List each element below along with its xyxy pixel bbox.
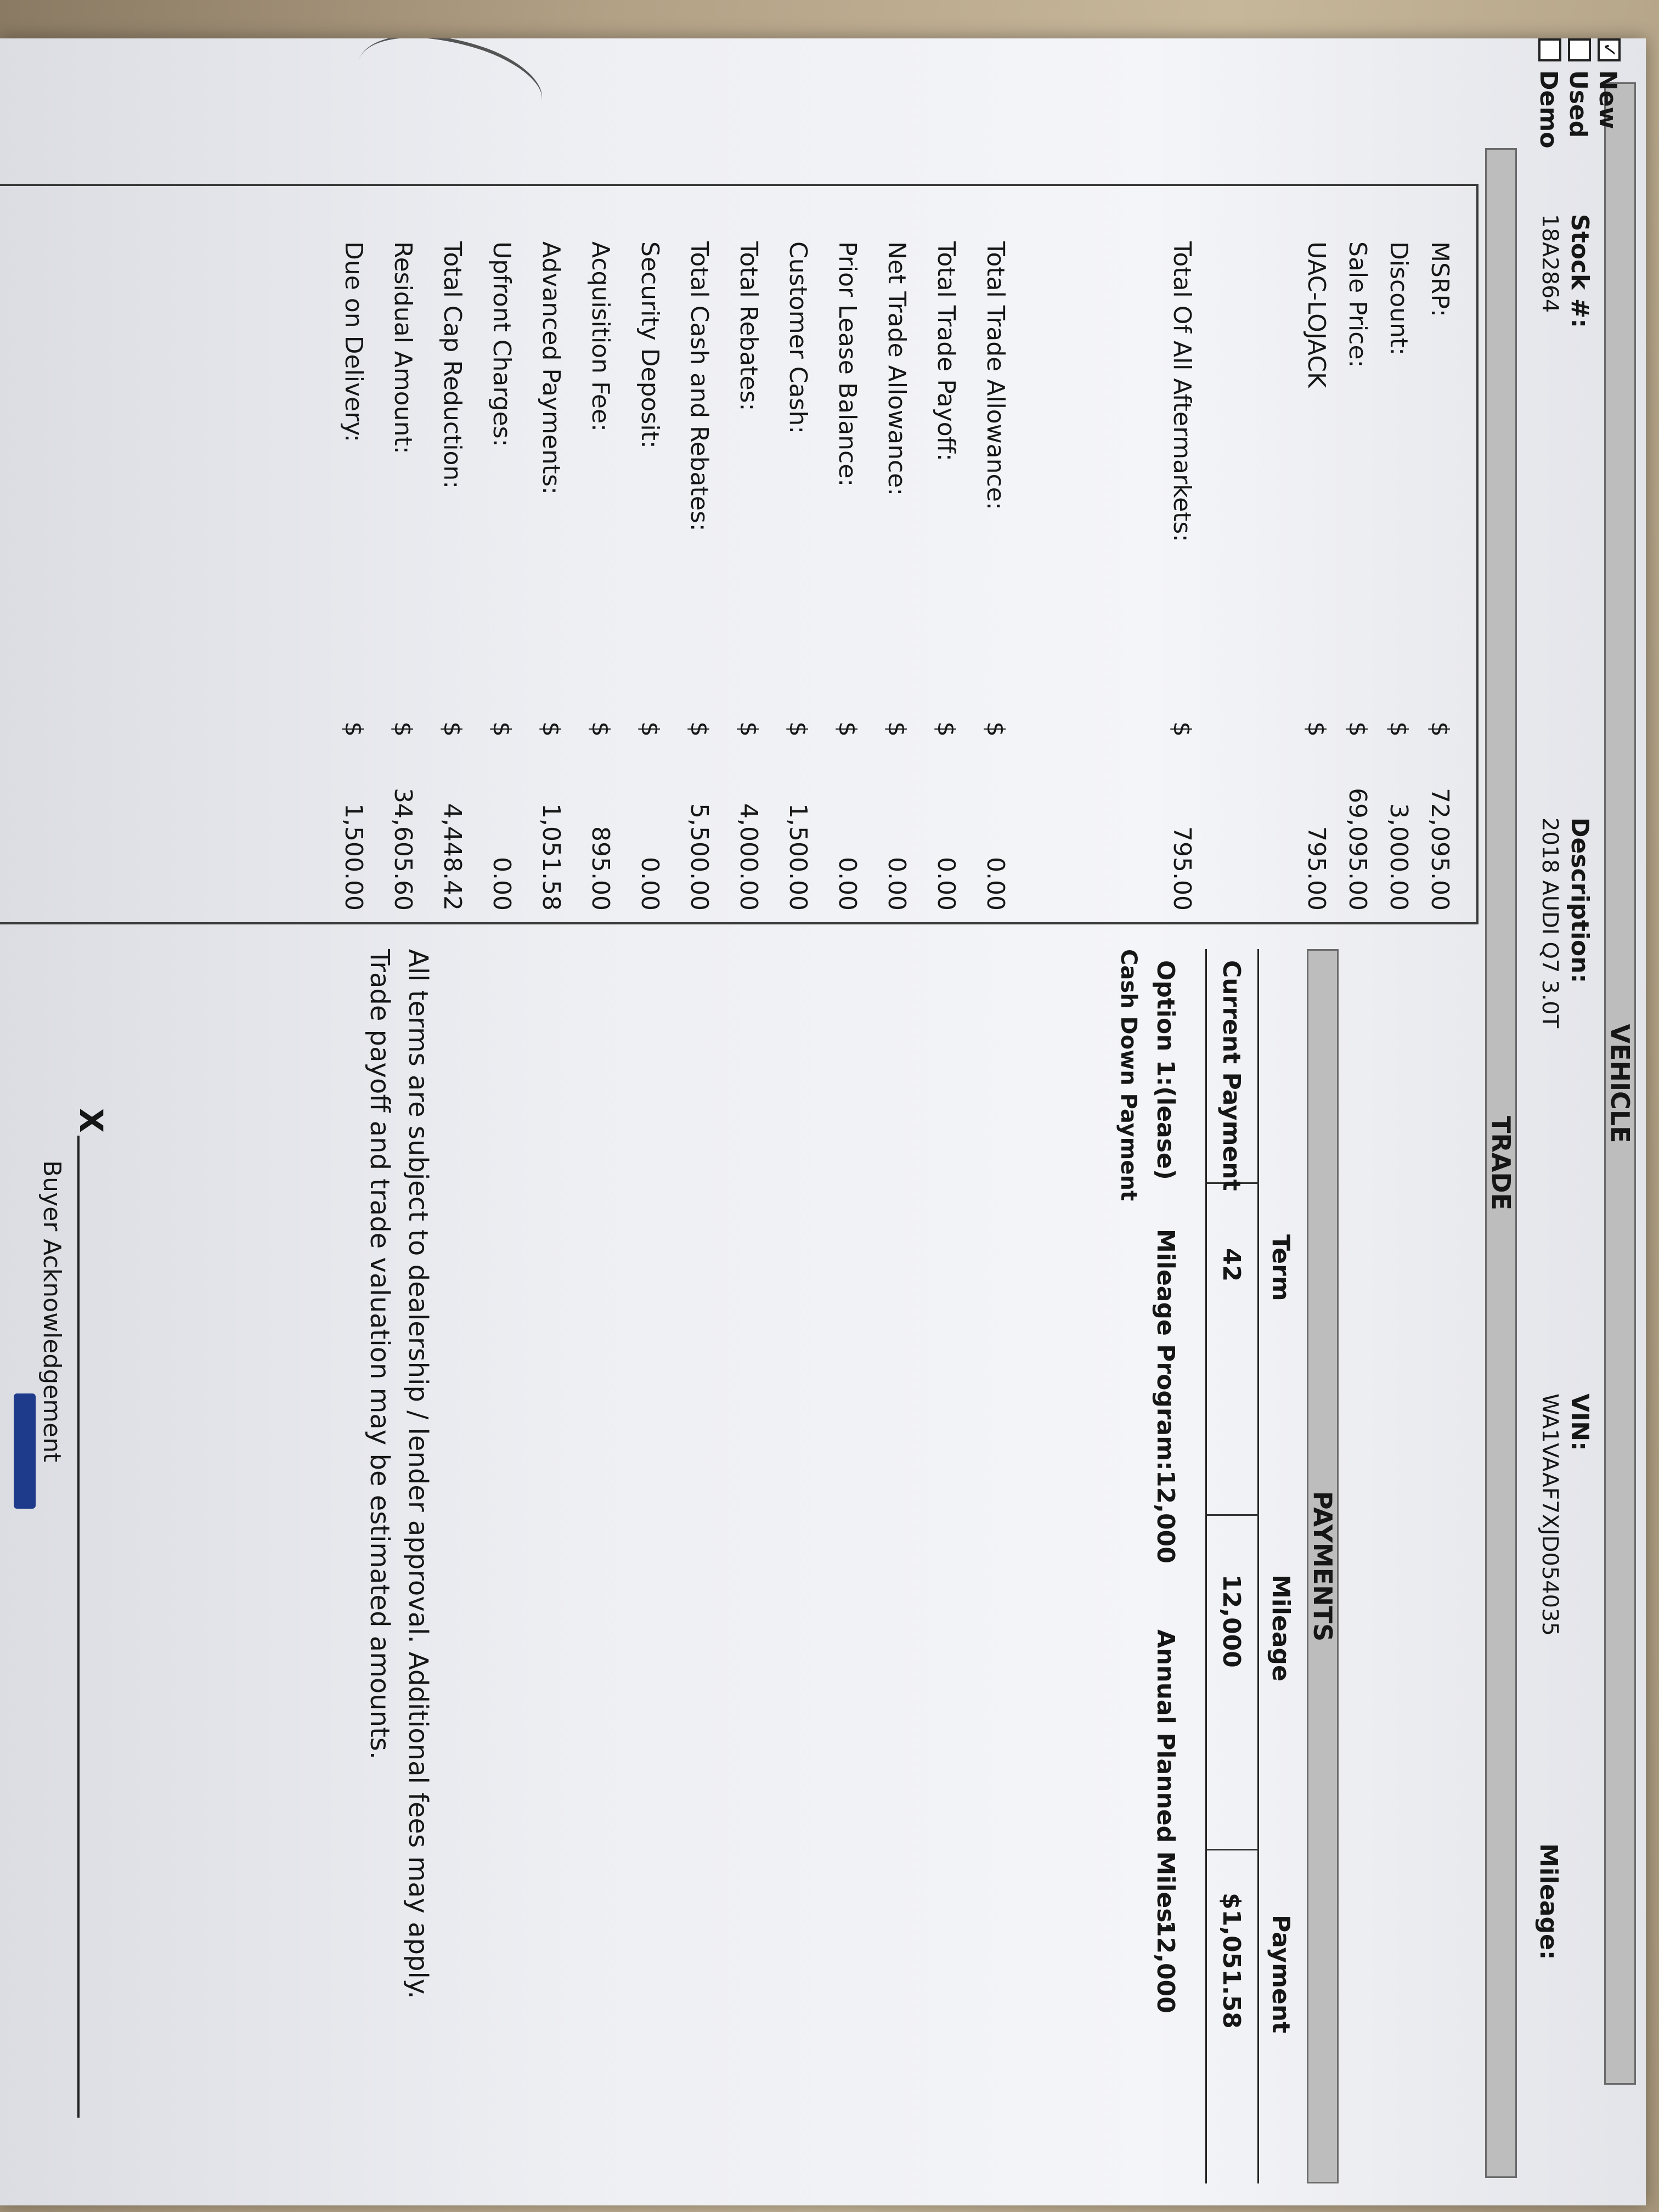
summary-label-acquisition-fee: Acquisition Fee: bbox=[586, 241, 614, 432]
checkbox-demo[interactable] bbox=[1538, 38, 1561, 61]
summary-currency-trade-allowance: $ bbox=[981, 721, 1009, 737]
summary-value-residual: 34,605.60 bbox=[389, 788, 417, 911]
summary-currency-acquisition-fee: $ bbox=[586, 721, 614, 737]
summary-label-security-deposit: Security Deposit: bbox=[636, 241, 664, 449]
current-payment-value: $1,051.58 bbox=[1217, 1893, 1245, 2029]
vehicle-header: VEHICLE bbox=[1604, 82, 1636, 2085]
option-label: Option 1: bbox=[1152, 960, 1180, 1087]
disclaimer-line-1: All terms are subject to dealership / lender approval. Additional fees may apply. bbox=[403, 949, 433, 1999]
summary-value-security-deposit: 0.00 bbox=[636, 857, 664, 911]
condition-used-label: Used bbox=[1564, 70, 1592, 138]
summary-value-cash-rebates: 5,500.00 bbox=[685, 803, 713, 911]
stock-label: Stock #: bbox=[1566, 214, 1594, 329]
pricing-label-lojack: UAC-LOJACK bbox=[1302, 241, 1330, 388]
aftermarket-value: 795.00 bbox=[1168, 826, 1196, 911]
summary-currency-customer-cash: $ bbox=[784, 721, 812, 737]
current-mileage-value: 12,000 bbox=[1217, 1575, 1245, 1668]
stock-value: 18A2864 bbox=[1537, 214, 1562, 313]
pricing-label-sale-price: Sale Price: bbox=[1344, 241, 1372, 368]
summary-label-prior-lease: Prior Lease Balance: bbox=[833, 241, 861, 487]
summary-currency-advanced-payments: $ bbox=[537, 721, 565, 737]
current-term-value: 42 bbox=[1217, 1248, 1245, 1282]
paper-sheet bbox=[0, 38, 1646, 2205]
aftermarket-label: Total Of All Aftermarkets: bbox=[1168, 241, 1196, 543]
signature-x-mark: X bbox=[72, 1108, 110, 1133]
summary-label-trade-payoff: Total Trade Payoff: bbox=[932, 241, 960, 461]
payments-col-mileage: Mileage bbox=[1267, 1575, 1295, 1681]
summary-value-prior-lease: 0.00 bbox=[833, 857, 861, 911]
summary-label-upfront-charges: Upfront Charges: bbox=[488, 241, 516, 447]
mileage-label: Mileage: bbox=[1534, 1843, 1562, 1960]
summary-currency-upfront-charges: $ bbox=[488, 721, 516, 737]
vin-label: VIN: bbox=[1566, 1393, 1594, 1451]
description-label: Description: bbox=[1566, 817, 1594, 984]
summary-label-net-trade: Net Trade Allowance: bbox=[883, 241, 911, 496]
summary-currency-due-on-delivery: $ bbox=[340, 721, 368, 737]
trade-header: TRADE bbox=[1485, 148, 1517, 2178]
pricing-value-sale-price: 69,095.00 bbox=[1344, 788, 1372, 911]
signature-line[interactable] bbox=[77, 1136, 80, 2118]
payments-header: PAYMENTS bbox=[1307, 949, 1339, 2183]
pricing-currency-discount: $ bbox=[1385, 721, 1413, 737]
summary-currency-residual: $ bbox=[389, 721, 417, 737]
pricing-label-msrp: MSRP: bbox=[1426, 241, 1454, 317]
summary-value-upfront-charges: 0.00 bbox=[488, 857, 516, 911]
payments-rule-bottom bbox=[1205, 949, 1207, 2183]
payments-rule-top bbox=[1257, 949, 1259, 2183]
summary-value-trade-payoff: 0.00 bbox=[932, 857, 960, 911]
checkbox-used[interactable] bbox=[1568, 38, 1591, 61]
summary-currency-trade-payoff: $ bbox=[932, 721, 960, 737]
summary-label-cap-reduction: Total Cap Reduction: bbox=[438, 241, 466, 489]
condition-demo-label: Demo bbox=[1534, 70, 1562, 149]
current-payment-label: Current Payment bbox=[1217, 960, 1245, 1191]
aftermarket-currency: $ bbox=[1168, 721, 1196, 737]
pricing-currency-msrp: $ bbox=[1426, 721, 1454, 737]
pricing-value-lojack: 795.00 bbox=[1302, 826, 1330, 911]
summary-value-acquisition-fee: 895.00 bbox=[586, 826, 614, 911]
annual-miles-value: 12,000 bbox=[1152, 1920, 1180, 2013]
disclaimer-line-2: Trade payoff and trade valuation may be estimated amounts. bbox=[364, 949, 395, 1760]
summary-label-residual: Residual Amount: bbox=[389, 241, 417, 454]
summary-label-advanced-payments: Advanced Payments: bbox=[537, 241, 565, 495]
pricing-value-discount: 3,000.00 bbox=[1385, 803, 1413, 911]
payments-col-term: Term bbox=[1267, 1234, 1295, 1301]
buyer-acknowledgement-label: Buyer Acknowledgement bbox=[38, 1160, 66, 1463]
summary-currency-net-trade: $ bbox=[883, 721, 911, 737]
mileage-program-value: 12,000 bbox=[1152, 1470, 1180, 1564]
mileage-program-label: Mileage Program: bbox=[1152, 1229, 1180, 1471]
pricing-currency-sale-price: $ bbox=[1344, 721, 1372, 737]
vin-value: WA1VAAF7XJD054035 bbox=[1537, 1393, 1562, 1636]
condition-new-label: New bbox=[1594, 70, 1622, 129]
summary-value-due-on-delivery: 1,500.00 bbox=[340, 803, 368, 911]
summary-currency-prior-lease: $ bbox=[833, 721, 861, 737]
summary-currency-security-deposit: $ bbox=[636, 721, 664, 737]
payments-cell-divider-2 bbox=[1207, 1514, 1259, 1516]
summary-currency-cap-reduction: $ bbox=[438, 721, 466, 737]
summary-value-customer-cash: 1,500.00 bbox=[784, 803, 812, 911]
summary-label-trade-allowance: Total Trade Allowance: bbox=[981, 241, 1009, 510]
blue-tape bbox=[14, 1393, 36, 1509]
payments-col-payment: Payment bbox=[1267, 1915, 1295, 2034]
pricing-value-msrp: 72,095.00 bbox=[1426, 788, 1454, 911]
annual-miles-label: Annual Planned Miles: bbox=[1152, 1629, 1180, 1933]
description-value: 2018 AUDI Q7 3.0T bbox=[1537, 817, 1562, 1029]
cash-down-label: Cash Down Payment bbox=[1116, 949, 1141, 1201]
summary-currency-total-rebates: $ bbox=[735, 721, 763, 737]
pricing-currency-lojack: $ bbox=[1302, 721, 1330, 737]
summary-currency-cash-rebates: $ bbox=[685, 721, 713, 737]
option-type: (lease) bbox=[1152, 1086, 1180, 1180]
summary-value-cap-reduction: 4,448.42 bbox=[438, 803, 466, 911]
summary-label-customer-cash: Customer Cash: bbox=[784, 241, 812, 435]
checkbox-new[interactable]: ✓ bbox=[1598, 38, 1621, 61]
summary-label-total-rebates: Total Rebates: bbox=[735, 241, 763, 411]
summary-value-advanced-payments: 1,051.58 bbox=[537, 803, 565, 911]
summary-value-trade-allowance: 0.00 bbox=[981, 857, 1009, 911]
pricing-label-discount: Discount: bbox=[1385, 241, 1413, 356]
payments-cell-divider-3 bbox=[1207, 1849, 1259, 1850]
deal-worksheet bbox=[38, 38, 1646, 2178]
summary-label-cash-rebates: Total Cash and Rebates: bbox=[685, 241, 713, 532]
summary-value-net-trade: 0.00 bbox=[883, 857, 911, 911]
summary-label-due-on-delivery: Due on Delivery: bbox=[340, 241, 368, 442]
summary-value-total-rebates: 4,000.00 bbox=[735, 803, 763, 911]
